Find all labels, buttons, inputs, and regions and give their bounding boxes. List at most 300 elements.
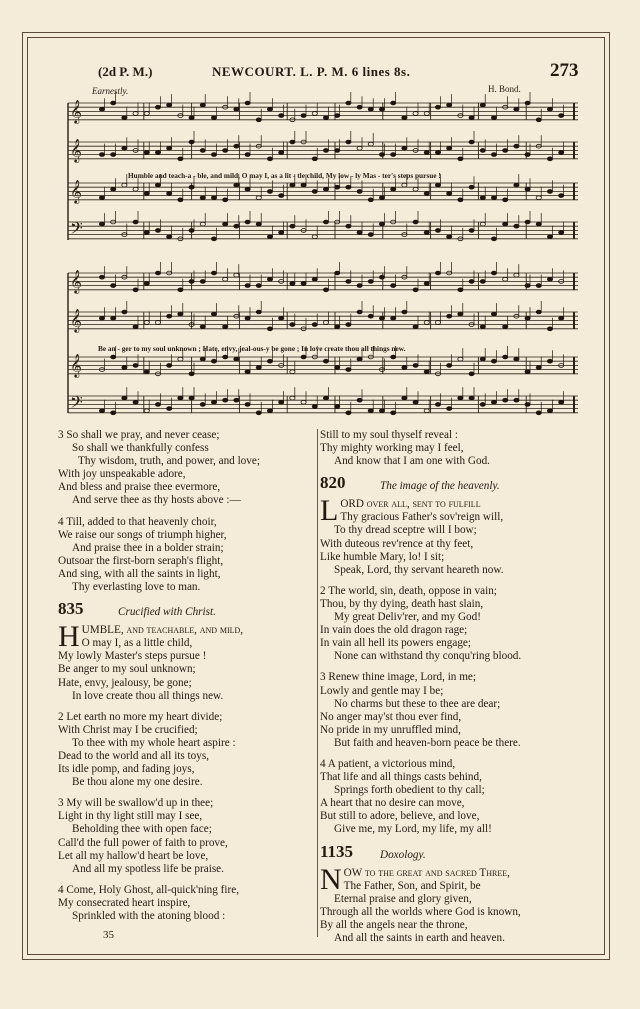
signature-mark: 35: [103, 929, 114, 941]
note-head: [99, 196, 104, 200]
note-head: [290, 396, 295, 400]
note-head: [234, 144, 239, 148]
stanza-gap: [320, 750, 585, 758]
note-head: [413, 220, 418, 224]
note-head: [245, 284, 250, 288]
note-head: [335, 114, 340, 118]
note-head: [267, 190, 272, 194]
note-head: [267, 327, 272, 331]
verse-line: With Christ may I be crucified;: [58, 723, 198, 736]
hymn-835-ending: [320, 429, 585, 468]
note-head: [402, 146, 407, 150]
note-head: [547, 409, 552, 413]
note-head: [189, 116, 194, 120]
note-head: [144, 282, 149, 286]
note-head: [357, 231, 362, 235]
note-head: [391, 153, 396, 157]
hymn-subtitle: Doxology.: [380, 848, 426, 861]
note-head: [379, 196, 384, 200]
note-head: [256, 284, 261, 288]
note-head: [111, 284, 116, 288]
hymn-820-heading: [320, 474, 585, 498]
note-head: [144, 192, 149, 196]
note-head: [312, 405, 317, 409]
verse-line: No pride in my unruffled mind,: [320, 723, 461, 736]
note-head: [133, 288, 138, 292]
note-head: [514, 224, 519, 228]
note-head: [525, 153, 530, 157]
note-head: [503, 198, 508, 202]
note-head: [458, 288, 463, 292]
note-head: [111, 153, 116, 157]
note-head: [514, 398, 519, 402]
verse-line: Speak, Lord, thy servant heareth now.: [334, 563, 504, 576]
note-head: [99, 316, 104, 320]
verse-line: Call'd the full power of faith to prove,: [58, 836, 228, 849]
note-head: [267, 409, 272, 413]
note-head: [379, 107, 384, 111]
note-head: [211, 400, 216, 404]
note-head: [111, 355, 116, 359]
verse-line: We raise our songs of triumph higher,: [58, 528, 227, 541]
verse-line: Be thou alone my one desire.: [72, 776, 203, 789]
verse-line: The Father, Son, and Spirit, be: [343, 879, 481, 892]
note-head: [99, 107, 104, 111]
note-head: [323, 220, 328, 224]
note-head: [122, 310, 127, 314]
note-head: [346, 140, 351, 144]
note-head: [346, 101, 351, 105]
note-head: [290, 140, 295, 144]
verse-line: With joy unspeakable adore,: [58, 468, 186, 481]
drop-cap: N: [320, 862, 342, 896]
note-head: [312, 190, 317, 194]
verse-line: Beholding thee with open face;: [72, 823, 212, 836]
note-head: [379, 409, 384, 413]
note-head: [525, 403, 530, 407]
note-head: [559, 316, 564, 320]
note-head: [368, 107, 373, 111]
note-head: [536, 284, 541, 288]
note-head: [256, 411, 261, 415]
note-head: [122, 116, 127, 120]
note-head: [200, 403, 205, 407]
note-head: [559, 114, 564, 118]
verse-line: And praise thee in a bolder strain;: [72, 541, 224, 554]
note-head: [223, 149, 228, 153]
note-head: [469, 229, 474, 233]
note-head: [279, 151, 284, 155]
verse-line: And serve thee as thy hosts above :—: [72, 494, 241, 507]
verse-line: Dead to the world and all its toys,: [58, 749, 210, 762]
note-head: [223, 325, 228, 329]
verse-line: So shall we thankfully confess: [72, 442, 209, 455]
note-head: [234, 107, 239, 111]
note-head: [223, 277, 228, 281]
note-head: [402, 183, 407, 187]
note-head: [480, 280, 485, 284]
verse-line: 4 Come, Holy Ghost, all-quick'ning fire,: [58, 883, 239, 896]
note-head: [480, 103, 485, 107]
note-head: [335, 271, 340, 275]
note-head: [234, 398, 239, 402]
note-head: [290, 282, 295, 286]
note-head: [514, 107, 519, 111]
verse-line: 3 Renew thine image, Lord, in me;: [320, 671, 476, 684]
verse-line: O may I, as a little child,: [81, 637, 193, 650]
note-head: [547, 107, 552, 111]
verse-line: Through all the worlds where God is known,: [320, 905, 521, 918]
note-head: [491, 196, 496, 200]
note-head: [559, 151, 564, 155]
note-head: [435, 183, 440, 187]
verse-line: To thee with my whole heart aspire :: [72, 736, 236, 749]
verse-line: My consecrated heart inspire,: [58, 896, 191, 909]
note-head: [211, 271, 216, 275]
note-head: [536, 196, 541, 200]
note-head: [99, 222, 104, 226]
note-head: [267, 235, 272, 239]
note-head: [402, 396, 407, 400]
drop-cap: L: [320, 494, 339, 528]
note-head: [211, 196, 216, 200]
verse-line: In love create thou all things new.: [72, 689, 224, 702]
note-head: [525, 220, 530, 224]
note-head: [402, 310, 407, 314]
treble-clef-icon: 𝄞: [70, 99, 82, 123]
note-head: [379, 153, 384, 157]
note-head: [155, 229, 160, 233]
verse-line: No anger may'st thou ever find,: [320, 710, 462, 723]
note-head: [413, 364, 418, 368]
treble-clef-icon: 𝄞: [70, 269, 82, 293]
verse-line: Give me, my Lord, my life, my all!: [334, 823, 492, 836]
verse-line: Like humble Mary, lo! I sit;: [320, 550, 445, 563]
note-head: [122, 396, 127, 400]
note-head: [480, 196, 485, 200]
note-head: [379, 316, 384, 320]
verse-line: 3 So shall we pray, and never cease;: [58, 429, 220, 441]
note-head: [413, 288, 418, 292]
note-head: [559, 194, 564, 198]
note-head: [256, 118, 261, 122]
treble-clef-icon: 𝄞: [70, 138, 82, 162]
note-head: [491, 116, 496, 120]
note-head: [491, 359, 496, 363]
tempo-marking: Earnestly.: [92, 86, 129, 96]
note-head: [480, 357, 485, 361]
note-head: [547, 327, 552, 331]
verse-line: But faith and heaven-born peace be there.: [334, 736, 521, 749]
note-head: [391, 187, 396, 191]
note-head: [290, 224, 295, 228]
verse-line: By all the angels near the throne,: [320, 918, 468, 931]
verse-line: And bless and praise thee evermore,: [58, 481, 221, 494]
note-head: [312, 157, 317, 161]
note-head: [514, 144, 519, 148]
note-head: [491, 400, 496, 404]
stanza-gap: [58, 703, 316, 711]
note-head: [514, 273, 519, 277]
treble-clef-icon: 𝄞: [70, 353, 82, 377]
note-head: [323, 321, 328, 325]
note-head: [447, 314, 452, 318]
note-head: [491, 271, 496, 275]
note-head: [200, 103, 205, 107]
verse-line: In vain does the old dragon rage;: [320, 624, 468, 637]
verse-line: Let all my hallow'd heart be love,: [58, 849, 209, 862]
verse-line: That life and all things casts behind,: [320, 771, 482, 784]
note-head: [424, 112, 429, 116]
note-head: [301, 282, 306, 286]
note-head: [178, 157, 183, 161]
note-head: [167, 407, 172, 411]
verse-line: Its idle pomp, and fading joys,: [58, 763, 195, 776]
note-head: [480, 222, 485, 226]
drop-cap: H: [58, 620, 80, 654]
note-head: [312, 235, 317, 239]
note-head: [514, 183, 519, 187]
verse-line: My lowly Master's steps pursue !: [58, 650, 207, 663]
note-head: [525, 370, 530, 374]
note-head: [155, 183, 160, 187]
note-head: [346, 323, 351, 327]
verse-line: Lowly and gentle may I be;: [320, 684, 444, 697]
note-head: [189, 229, 194, 233]
verse-line: But still to adore, believe, and love,: [320, 810, 480, 823]
note-head: [357, 190, 362, 194]
note-head: [491, 153, 496, 157]
hymn-number: 1135: [320, 841, 354, 861]
note-head: [357, 284, 362, 288]
note-head: [413, 187, 418, 191]
hymn-835-body: [58, 637, 316, 923]
note-head: [167, 103, 172, 107]
note-head: [447, 146, 452, 150]
note-head: [200, 222, 205, 226]
note-head: [536, 366, 541, 370]
bass-clef-icon: 𝄢: [70, 218, 83, 242]
first-line-text: UMBLE, and teachable, and mild,: [81, 624, 244, 637]
note-head: [469, 116, 474, 120]
verse-line: Light in thy light still may I see,: [58, 810, 203, 823]
first-line-text: ORD over all, sent to fulfill: [340, 498, 481, 511]
note-head: [290, 323, 295, 327]
note-head: [424, 321, 429, 325]
note-head: [167, 314, 172, 318]
note-head: [155, 271, 160, 275]
note-head: [547, 277, 552, 281]
note-head: [245, 220, 250, 224]
note-head: [211, 312, 216, 316]
note-head: [301, 355, 306, 359]
hymn-1135-body: [320, 880, 585, 945]
note-head: [424, 282, 429, 286]
note-head: [267, 157, 272, 161]
note-head: [480, 149, 485, 153]
note-head: [256, 196, 261, 200]
note-head: [267, 107, 272, 111]
note-head: [178, 198, 183, 202]
note-head: [547, 157, 552, 161]
hymn-number: 820: [320, 473, 346, 493]
note-head: [200, 325, 205, 329]
note-head: [223, 398, 228, 402]
note-head: [279, 231, 284, 235]
verse-line: Still to my soul thyself reveal :: [320, 429, 458, 441]
note-head: [144, 370, 149, 374]
note-head: [234, 224, 239, 228]
note-head: [357, 105, 362, 109]
note-head: [391, 316, 396, 320]
note-head: [391, 284, 396, 288]
note-head: [469, 372, 474, 376]
note-head: [346, 185, 351, 189]
bass-clef-icon: 𝄢: [70, 392, 83, 416]
note-head: [234, 273, 239, 277]
note-head: [312, 112, 317, 116]
verse-line: Thy wisdom, truth, and power, and love;: [78, 455, 260, 468]
note-head: [200, 280, 205, 284]
stanza-gap: [58, 876, 316, 884]
note-head: [368, 142, 373, 146]
note-head: [211, 153, 216, 157]
note-head: [323, 396, 328, 400]
note-head: [122, 366, 127, 370]
note-head: [223, 222, 228, 226]
hymn-820-body: [320, 511, 585, 836]
verse-line: And know that I am one with God.: [334, 455, 490, 468]
note-head: [99, 275, 104, 279]
note-head: [424, 231, 429, 235]
note-head: [211, 359, 216, 363]
note-head: [245, 187, 250, 191]
note-head: [435, 151, 440, 155]
note-head: [122, 183, 127, 187]
note-head: [189, 140, 194, 144]
note-head: [536, 222, 541, 226]
note-head: [256, 310, 261, 314]
note-head: [469, 396, 474, 400]
verse-line: Sprinkled with the atoning blood :: [72, 910, 226, 922]
note-head: [514, 357, 519, 361]
note-head: [424, 409, 429, 413]
tune-title: NEWCOURT. L. P. M. 6 lines 8s.: [212, 64, 411, 79]
hymn-835-heading: [58, 600, 316, 624]
note-head: [357, 398, 362, 402]
note-head: [211, 116, 216, 120]
note-head: [357, 310, 362, 314]
note-head: [178, 288, 183, 292]
note-head: [144, 231, 149, 235]
note-head: [200, 196, 205, 200]
note-head: [155, 105, 160, 109]
note-head: [245, 403, 250, 407]
note-head: [458, 396, 463, 400]
note-head: [111, 101, 116, 105]
note-head: [503, 149, 508, 153]
note-head: [503, 222, 508, 226]
note-head: [480, 325, 485, 329]
note-head: [200, 149, 205, 153]
meter-label: (2d P. M.): [98, 64, 153, 79]
note-head: [536, 310, 541, 314]
note-head: [335, 325, 340, 329]
note-head: [357, 357, 362, 361]
treble-clef-icon: 𝄞: [70, 308, 82, 332]
note-head: [547, 190, 552, 194]
note-head: [469, 280, 474, 284]
note-head: [424, 192, 429, 196]
verse-line: 4 Till, added to that heavenly choir,: [58, 515, 217, 528]
note-head: [167, 192, 172, 196]
hymn-subtitle: The image of the heavenly.: [380, 480, 500, 493]
note-head: [458, 198, 463, 202]
note-head: [133, 400, 138, 404]
verse-line: And sing, with all the saints in light,: [58, 567, 221, 580]
note-head: [279, 194, 284, 198]
note-head: [536, 118, 541, 122]
verse-line: Outsoar the first-born seraph's flight,: [58, 554, 224, 567]
note-head: [458, 157, 463, 161]
note-head: [559, 231, 564, 235]
note-head: [267, 359, 272, 363]
note-head: [133, 112, 138, 116]
note-head: [301, 183, 306, 187]
note-head: [435, 105, 440, 109]
note-head: [368, 409, 373, 413]
note-head: [503, 325, 508, 329]
note-head: [503, 277, 508, 281]
first-line-text: OW to the great and sacred Three,: [343, 866, 510, 879]
note-head: [155, 151, 160, 155]
treble-clef-icon: 𝄞: [70, 179, 82, 203]
verse-line: Thy mighty working may I feel,: [320, 442, 464, 455]
note-head: [245, 153, 250, 157]
right-column: [320, 429, 585, 945]
note-head: [379, 275, 384, 279]
note-head: [335, 405, 340, 409]
note-head: [346, 224, 351, 228]
note-head: [290, 370, 295, 374]
note-head: [155, 403, 160, 407]
note-head: [435, 271, 440, 275]
stanza-gap: [58, 508, 316, 516]
note-head: [391, 101, 396, 105]
note-head: [144, 151, 149, 155]
verse-line: Thou, by thy dying, death hast slain,: [320, 597, 484, 610]
note-head: [491, 237, 496, 241]
note-head: [346, 411, 351, 415]
verse-line: And all the saints in earth and heaven.: [334, 932, 505, 944]
note-head: [413, 400, 418, 404]
note-head: [447, 235, 452, 239]
verse-line: Eternal praise and glory given,: [334, 892, 472, 905]
note-head: [323, 359, 328, 363]
note-head: [323, 187, 328, 191]
note-head: [413, 112, 418, 116]
note-head: [547, 359, 552, 363]
note-head: [402, 366, 407, 370]
left-column: [58, 429, 316, 923]
note-head: [536, 411, 541, 415]
note-head: [234, 357, 239, 361]
verse-line: 3 My will be swallow'd up in thee;: [58, 797, 214, 810]
note-head: [458, 312, 463, 316]
verse-line: To thy dread sceptre will I bow;: [334, 524, 477, 537]
note-head: [447, 192, 452, 196]
note-head: [245, 316, 250, 320]
